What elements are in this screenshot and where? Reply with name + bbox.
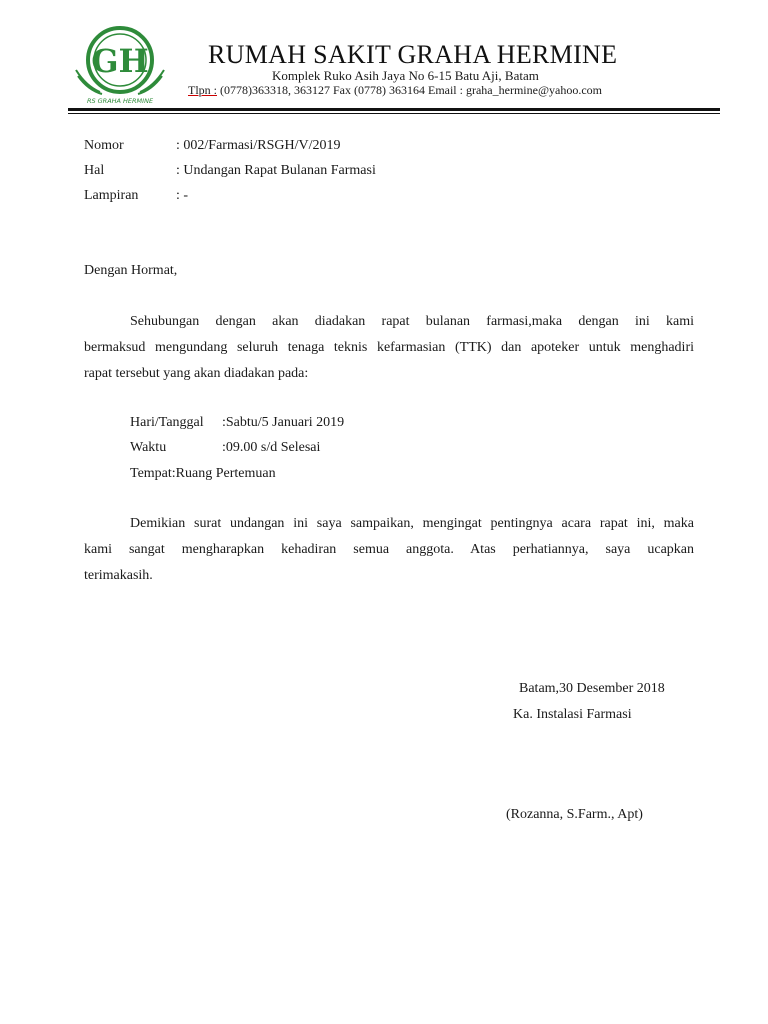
detail-label: Waktu: [130, 440, 167, 455]
salutation: Dengan Hormat,: [84, 263, 178, 278]
contact-label: Tlpn :: [188, 83, 217, 97]
detail-label: Hari/Tanggal: [130, 415, 204, 430]
detail-row-place: [130, 466, 276, 482]
paragraph2-line: kami sangat mengharapkan kehadiran semua anggota. Atas perhatiannya, saya ucapkan: [84, 542, 694, 557]
hospital-address: [272, 68, 539, 84]
detail-value: :Sabtu/5 Januari 2019: [222, 415, 345, 430]
meta-row-hal: [84, 163, 376, 179]
letterhead-divider-thick: [68, 108, 720, 111]
paragraph2-line: terimakasih.: [84, 568, 153, 583]
detail-row-date: [130, 415, 344, 431]
detail-value: :Ruang Pertemuan: [171, 466, 276, 481]
place-date: Batam,30 Desember 2018: [519, 681, 665, 696]
meta-row-lampiran: [84, 188, 188, 204]
hospital-contact: [188, 83, 602, 98]
meta-value: : 002/Farmasi/RSGH/V/2019: [176, 138, 341, 153]
hospital-logo: [72, 24, 168, 104]
meta-value: : -: [176, 188, 189, 203]
detail-value: :09.00 s/d Selesai: [222, 440, 321, 455]
paragraph1-line: rapat tersebut yang akan diadakan pada:: [84, 366, 309, 381]
paragraph2-line: Demikian surat undangan ini saya sampaikan, mengingat pentingnya acara rapat ini, maka: [130, 516, 694, 531]
letterhead-divider-thin: [68, 113, 720, 114]
logo-ring-text: RS GRAHA HERMINE: [86, 97, 154, 104]
signatory-position: Ka. Instalasi Farmasi: [513, 707, 632, 722]
contact-text: (0778)363318, 363127 Fax (0778) 363164 Email : graha_hermine@yahoo.com: [220, 83, 602, 97]
meta-label: Lampiran: [84, 188, 139, 203]
paragraph1-line: Sehubungan dengan akan diadakan rapat bulanan farmasi,maka dengan ini kami: [130, 314, 694, 329]
meta-row-nomor: [84, 138, 341, 154]
meta-value: : Undangan Rapat Bulanan Farmasi: [176, 163, 376, 178]
paragraph1-line: bermaksud mengundang seluruh tenaga teknis kefarmasian (TTK) dan apoteker untuk menghadiri: [84, 340, 694, 355]
address-text: Komplek Ruko Asih Jaya No 6-15 Batu Aji, Batam: [272, 68, 539, 83]
meta-label: Nomor: [84, 138, 124, 153]
detail-label: Tempat: [130, 466, 172, 481]
signatory-name: (Rozanna, S.Farm., Apt): [506, 807, 643, 822]
hospital-name: RUMAH SAKIT GRAHA HERMINE: [208, 40, 618, 69]
meta-label: Hal: [84, 163, 105, 178]
detail-row-time: [130, 440, 320, 456]
logo-monogram: GH: [91, 42, 149, 80]
